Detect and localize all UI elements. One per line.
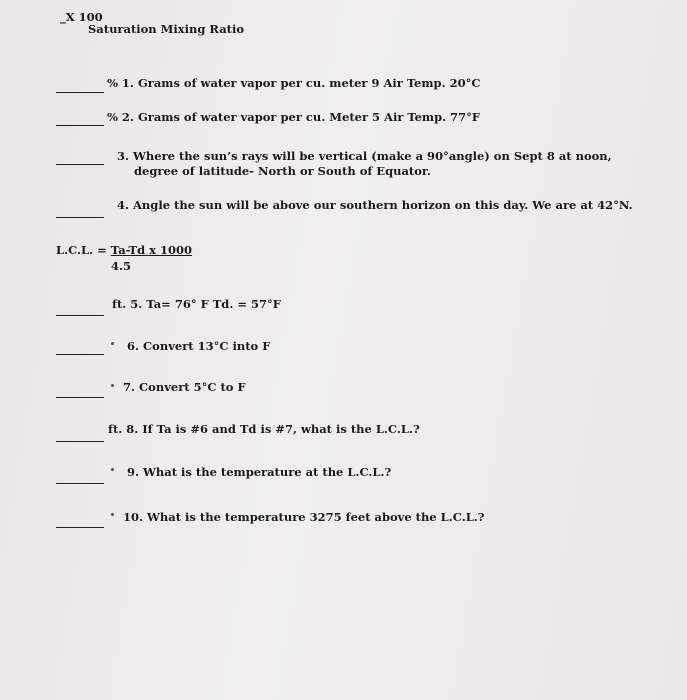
saturation-mixing-ratio-label: Saturation Mixing Ratio [88,22,245,36]
question-5: ft. 5. Ta= 76° F Td. = 57°F [112,297,281,311]
answer-line-2[interactable] [56,125,104,126]
answer-line-5[interactable] [56,315,104,316]
lcl-formula-lhs: L.C.L. = [56,243,111,257]
question-6: 6. Convert 13°C into F [127,339,271,353]
question-7: 7. Convert 5°C to F [123,380,246,394]
lcl-formula-multiplier: x 1000 [145,243,193,257]
answer-line-7[interactable] [56,397,104,398]
bullet-dot [111,468,114,471]
answer-line-4[interactable] [56,217,104,218]
x100-header: _X 100 [60,10,103,24]
bullet-dot [111,342,114,345]
bullet-dot [111,513,114,516]
lcl-formula-numerator: Ta-Td [110,243,146,257]
answer-line-3[interactable] [56,164,104,165]
question-10: 10. What is the temperature 3275 feet above the L.C.L.? [123,510,485,524]
answer-line-1[interactable] [56,92,104,93]
question-3-line-1: 3. Where the sun’s rays will be vertical (make a 90°angle) on Sept 8 at noon, [117,149,612,163]
bullet-dot [111,384,114,387]
answer-line-10[interactable] [56,527,104,528]
question-2: % 2. Grams of water vapor per cu. Meter 5 Air Temp. 77°F [107,110,481,124]
question-9: 9. What is the temperature at the L.C.L.? [127,465,392,479]
answer-line-8[interactable] [56,441,104,442]
answer-line-9[interactable] [56,483,104,484]
lcl-formula [56,243,192,257]
question-1: % 1. Grams of water vapor per cu. meter 9 Air Temp. 20°C [107,76,481,90]
question-4: 4. Angle the sun will be above our southern horizon on this day. We are at 42°N. [117,198,633,212]
answer-line-6[interactable] [56,354,104,355]
question-8: ft. 8. If Ta is #6 and Td is #7, what is the L.C.L.? [108,422,420,436]
question-3-line-2: degree of latitude- North or South of Equator. [134,164,431,178]
lcl-formula-denominator: 4.5 [111,259,132,273]
